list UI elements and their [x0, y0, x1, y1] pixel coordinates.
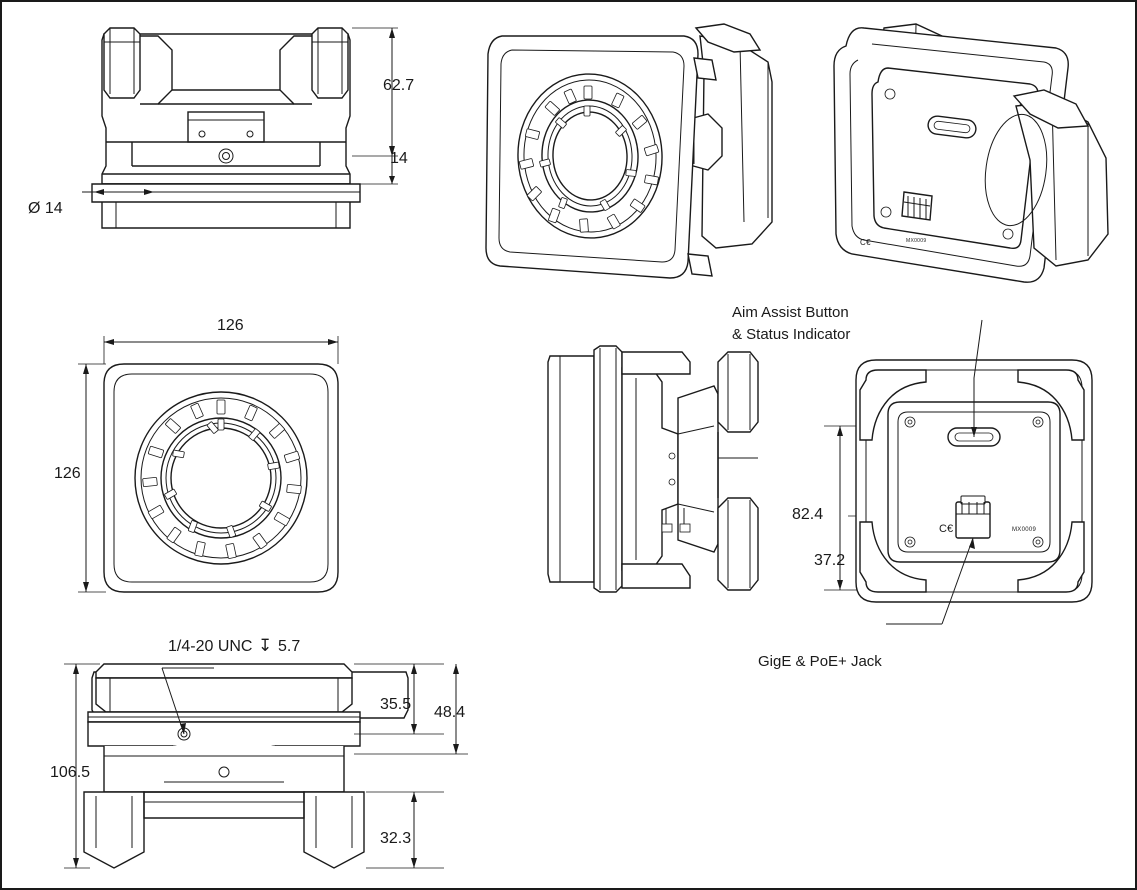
iso-rear-model-code: MX0009	[906, 238, 927, 244]
thread-depth: 5.7	[278, 638, 301, 655]
isometric-front-view	[472, 10, 802, 290]
dim-106-5: 106.5	[50, 764, 91, 781]
aim-assist-label-line1: Aim Assist Button	[732, 304, 849, 321]
front-view	[62, 320, 462, 610]
dim-dia-14: Ø 14	[28, 200, 63, 217]
dim-32-3: 32.3	[380, 830, 412, 847]
thread-callout: 1/4-20 UNC	[168, 638, 253, 655]
rear-view	[822, 338, 1112, 628]
rear-ce-mark: C€	[939, 523, 954, 535]
depth-symbol-icon: ↧	[258, 636, 273, 655]
dim-48-4: 48.4	[434, 704, 466, 721]
dim-126-width: 126	[217, 317, 244, 334]
iso-rear-ce-mark: C€	[860, 238, 871, 247]
dim-14: 14	[390, 150, 408, 167]
rear-model-code: MX0009	[1012, 527, 1037, 533]
dim-37-2: 37.2	[814, 552, 846, 569]
side-view-top-left	[62, 16, 462, 246]
side-view-middle	[532, 338, 782, 618]
aim-assist-label-line2: & Status Indicator	[732, 326, 851, 343]
dim-126-height: 126	[54, 465, 81, 482]
gige-jack-label: GigE & PoE+ Jack	[758, 653, 882, 670]
isometric-rear-view	[820, 10, 1120, 290]
dim-62-7: 62.7	[383, 77, 415, 94]
dim-35-5: 35.5	[380, 696, 412, 713]
dim-82-4: 82.4	[792, 506, 824, 523]
